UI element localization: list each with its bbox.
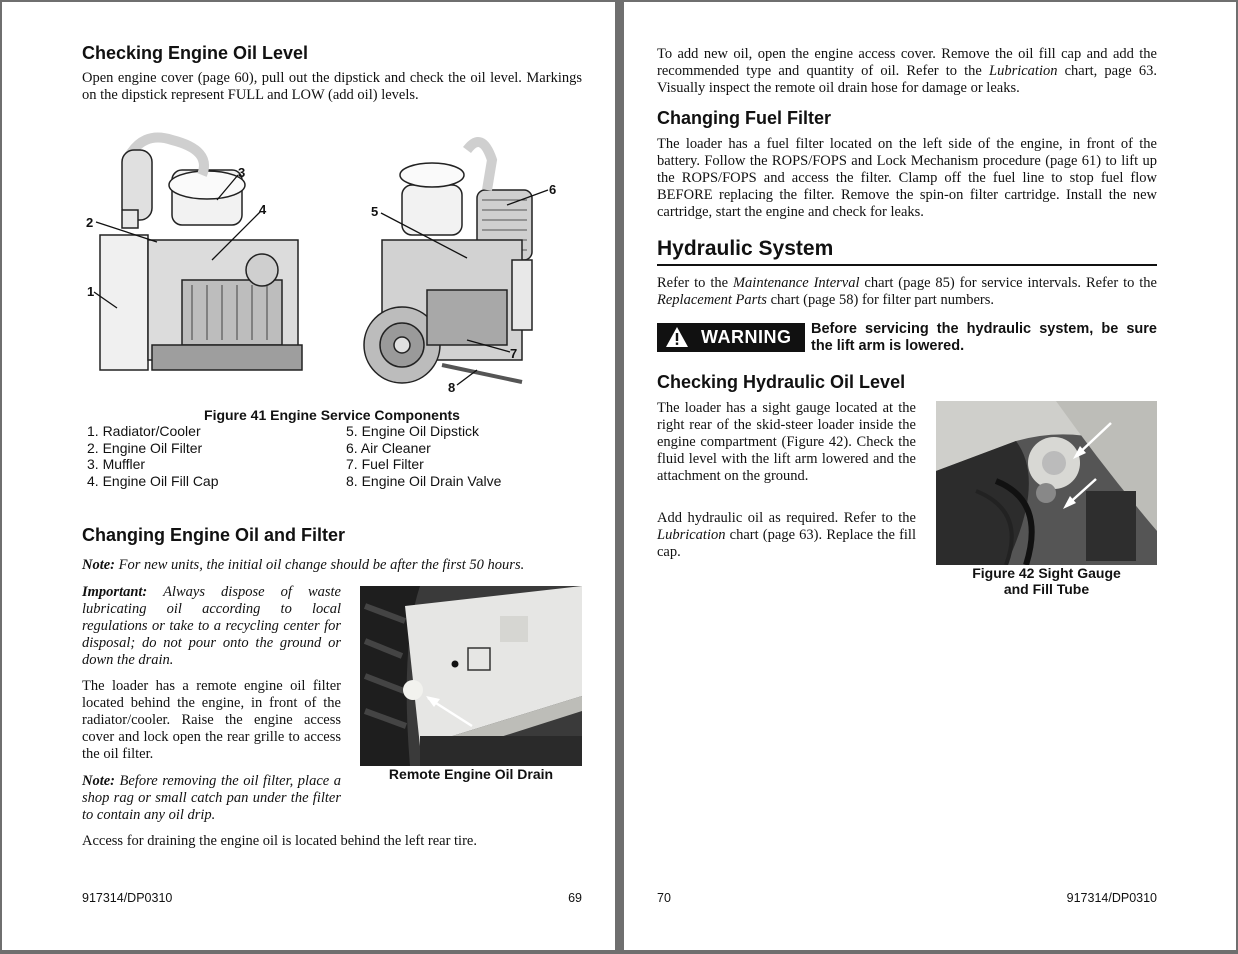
legend-item: 4. Engine Oil Fill Cap: [87, 472, 219, 489]
note2-text: Before removing the oil filter, place a shop rag or small catch pan under the filter to contain any oil drip.: [82, 773, 341, 823]
sight-gauge-photo: [936, 401, 1157, 565]
heading-checking-oil-level: Checking Engine Oil Level: [82, 43, 309, 63]
hydraulic-text-b: chart (page 85) for service intervals. Refer to the: [859, 275, 1157, 291]
footer-doc-number: 917314/DP0310: [1066, 891, 1157, 905]
maintenance-interval-ref: Maintenance Interval: [732, 275, 860, 291]
figure41-caption: Figure 41 Engine Service Components: [204, 407, 460, 423]
heading-hydraulic-system: Hydraulic System: [657, 237, 834, 260]
important-label: Important:: [82, 584, 148, 600]
figure41-legend-col1: [87, 423, 219, 489]
checking-oil-body: Open engine cover (page 60), pull out the dipstick and check the oil level. Markings on the dipstick represent FULL and LOW (add oil) levels.: [82, 70, 582, 103]
legend-item: 7. Fuel Filter: [346, 456, 424, 472]
lubrication-ref: Lubrication: [989, 63, 1058, 79]
left-page: [2, 2, 615, 950]
legend-item: 1. Radiator/Cooler: [87, 423, 201, 439]
callout-8: 8: [448, 380, 456, 395]
lubrication-ref-2: Lubrication: [657, 527, 726, 543]
warning-triangle-icon: [665, 326, 689, 348]
legend-item: 8. Engine Oil Drain Valve: [346, 472, 502, 489]
engine-illustration: [82, 130, 552, 400]
hydraulic-level-body: The loader has a sight gauge located at the right rear of the skid-steer loader inside the engine compartment (Figure 42). Check the fluid level with the lift arm lowered and the attachment on the ground.: [657, 400, 916, 484]
callout-5: 5: [371, 204, 379, 219]
add-oil-text: [657, 46, 1157, 97]
figure41-legend-col2: [346, 423, 501, 489]
note-label: Note:: [82, 557, 116, 573]
add-oil-text-a: To add new oil, open the engine access cover. Remove the oil fill cap and add the recommended type and quantity of oil. Refer to the: [657, 46, 1157, 79]
callout-6: 6: [549, 182, 557, 197]
callout-1: 1: [87, 284, 95, 299]
right-page: [624, 2, 1236, 950]
remote-oil-drain-image: [360, 586, 582, 766]
replacement-parts-ref: Replacement Parts: [657, 292, 767, 308]
heading-fuel-filter: Changing Fuel Filter: [657, 108, 831, 128]
warning-badge: [657, 323, 805, 352]
remote-oil-drain-caption: Remote Engine Oil Drain: [388, 766, 554, 782]
add-hydraulic-a: Add hydraulic oil as required. Refer to the: [657, 510, 916, 526]
note-text: For new units, the initial oil change should be after the first 50 hours.: [115, 557, 525, 573]
legend-item: 6. Air Cleaner: [346, 439, 431, 456]
footer-doc-number: 917314/DP0310: [82, 891, 173, 905]
callout-7: 7: [510, 346, 518, 361]
remote-filter-text: The loader has a remote engine oil filter located behind the engine, in front of the radiator/cooler. Raise the engine access cover and lock open the rear grille to access the oil filter.: [82, 678, 341, 762]
hydraulic-text-c: chart (page 58) for filter part numbers.: [766, 292, 995, 308]
section-rule: [657, 264, 1157, 266]
figure42-caption: [936, 565, 1157, 597]
note-initial-oil-change: [82, 557, 582, 574]
engine-right-drawing: [364, 142, 532, 383]
hydraulic-intro-text: [657, 275, 1157, 309]
important-dispose-oil: [82, 584, 341, 669]
callout-4: 4: [259, 202, 267, 217]
heading-changing-oil: Changing Engine Oil and Filter: [82, 525, 346, 545]
footer-page-number: 70: [657, 891, 671, 905]
legend-item: 5. Engine Oil Dipstick: [346, 423, 480, 439]
important-text: Always dispose of waste lubricating oil according to local regulations or take to a recycling center for disposal; do not pour onto the ground or down the drain.: [82, 584, 341, 668]
warning-label: WARNING: [701, 327, 792, 347]
add-hydraulic-b: chart (page 63). Replace the fill cap.: [657, 527, 916, 560]
add-hydraulic-oil-text: [657, 510, 916, 561]
sight-gauge-image: [936, 401, 1157, 565]
legend-item: 3. Muffler: [87, 456, 146, 472]
add-oil-text-b: chart, page 63. Visually inspect the remote oil drain hose for damage or leaks.: [657, 63, 1157, 96]
legend-item: 2. Engine Oil Filter: [87, 439, 203, 456]
access-drain-text: Access for draining the engine oil is located behind the left rear tire.: [82, 833, 477, 849]
note-oil-filter-rag: [82, 773, 341, 824]
note2-label: Note:: [82, 773, 116, 789]
figure42-caption-line1: Figure 42 Sight Gauge: [972, 565, 1121, 581]
callout-3: 3: [238, 165, 246, 180]
footer-page-number: 69: [568, 891, 582, 905]
callout-2: 2: [86, 215, 94, 230]
heading-hydraulic-oil-level: Checking Hydraulic Oil Level: [657, 372, 906, 392]
warning-text: Before servicing the hydraulic system, be sure the lift arm is lowered.: [811, 321, 1157, 354]
hydraulic-text-a: Refer to the: [657, 275, 733, 291]
figure42-caption-line2: and Fill Tube: [1003, 581, 1090, 597]
engine-left-drawing: [100, 138, 302, 371]
remote-oil-drain-photo: [360, 586, 582, 766]
fuel-filter-body: The loader has a fuel filter located on the left side of the engine, in front of the battery. Follow the ROPS/FOPS and Lock Mechanism procedure (page 61) to lift up the ROPS/FOPS and access the filter. Clamp off the fuel line to stop fuel flow BEFORE replacing the filter. Remove the spin-on filter cartridge. Install the new cartridge, start the engine and check for leaks.: [657, 136, 1157, 220]
